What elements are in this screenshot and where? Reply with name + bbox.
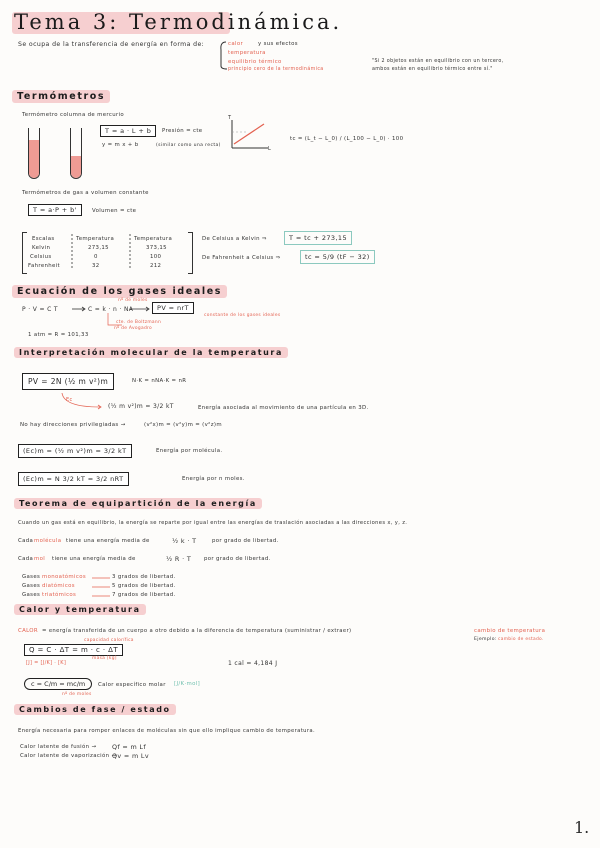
equipartition-line3-b: tiene una energía media de [52,556,136,562]
ec-moles-eq: (Ec)m = N 3/2 kT = 3/2 nRT [18,472,129,486]
ideal-gas-eq-box: PV = nrT [152,302,194,314]
ec-label: Ec [66,397,73,403]
table-bracket-left [22,232,27,274]
thermometer-tube-right [70,128,82,179]
equipartition-line2-eq: ½ k · T [172,537,197,545]
heat-mass-unit: masa [kg] [92,656,117,661]
mercury-label: Termómetro columna de mercurio [22,112,125,118]
equipartition-line3-red: mol [34,556,46,562]
table-row-celsius-v2: 100 [150,254,162,260]
latent-vaporization-eq: Qv = m Lv [112,752,149,760]
latent-fusion-eq: Qf = m Lf [112,743,146,751]
intro-item-temperatura: temperatura [228,50,266,56]
table-bracket-right [188,232,193,274]
tc-formula: tc = (L_t − L_0) / (L_100 − L_0) · 100 [290,136,404,142]
heat-arrow2-label: Ejemplo: [474,637,497,642]
eq-thermo-linear-note: Presión = cte [162,128,203,134]
gas-row-tri-label: Gases [22,592,41,598]
ideal-gas-eq-left: P · V = C T [22,306,58,313]
nodir-label: No hay direcciones privilegiadas → [20,422,126,428]
molecular-eq-box: PV = 2N (½ m v²)m [22,373,114,390]
linear-graph [228,118,268,154]
table-row-fahrenheit-name: Fahrenheit [28,263,60,269]
conv-fahrenheit-celsius: tc = 5/9 (tF − 32) [300,250,375,264]
intro-item-equilibrio: equilibrio térmico [228,59,282,65]
ideal-gas-eq-mid: C = k · n · NA [88,306,134,313]
gas-row-tri-result: 7 grados de libertad. [112,592,176,598]
table-row-kelvin-name: Kelvin [32,245,51,251]
cal-conversion: 1 cal = 4,184 J [228,660,278,667]
gas-row-mono-type: monoatómicos [42,574,86,580]
conv-fahrenheit-celsius-label: De Fahrenheit a Celsius ⇒ [202,255,281,261]
intro-item-calor: calor [228,41,244,47]
ec-molecule-eq: (Ec)m = (½ m v²)m = 3/2 kT [18,444,132,458]
eq-line: y = m x + b [102,142,139,148]
equipartition-line3-a: Cada [18,556,34,562]
latent-fusion-label: Calor latente de fusión → [20,744,97,750]
ec-molecule-note: Energía por molécula. [156,448,223,454]
phase-def: Energía necesaria para romper enlaces de moléculas sin que ello implique cambio de temperatura. [18,728,316,734]
heading-ideal-gas: Ecuación de los gases ideales [12,285,227,298]
note-avogadro: nº de Avogadro [114,326,153,331]
intro-text: Se ocupa de la transferencia de energía en forma de: [18,41,205,48]
eq-gas-thermo-note: Volumen = cte [92,208,137,214]
note-boltzmann: cte. de Boltzmann [116,320,162,325]
thermometer-tube-left [28,128,40,179]
conv-celsius-kelvin-label: De Celsius a Kelvin ⇒ [202,236,267,242]
graph-axis-t: T [228,115,232,121]
table-row-kelvin-v2: 373,15 [146,245,167,251]
capacity-note: capacidad calorífica [84,638,134,643]
equipartition-line1: Cuando un gas está en equilibrio, la energía se reparte por igual entre las energías de traslación asociadas a las direcciones x, y, z. [18,520,408,526]
conv-celsius-kelvin: T = tc + 273,15 [284,231,352,245]
note-r-constant: constante de los gases ideales [204,313,281,318]
heading-heat: Calor y temperatura [14,604,146,615]
heat-arrow1: cambio de temperatura [474,628,546,634]
gas-row-tri-type: triatómicos [42,592,77,598]
table-row-fahrenheit-v2: 212 [150,263,162,269]
note-moles: nº de moles [118,298,148,303]
graph-axis-l: L [268,146,272,152]
latent-vaporization-label: Calor latente de vaporización → [20,753,117,759]
heat-units: [J] = [J/K] · [K] [26,660,67,666]
heading-molecular: Interpretación molecular de la temperatura [14,347,288,358]
heading-phase: Cambios de fase / estado [14,704,176,715]
eq-gas-thermo: T = a·P + b' [28,204,82,216]
specific-heat-eq: c = C/m = mc/m [24,678,92,690]
table-row-celsius-v1: 0 [94,254,98,260]
eq-thermo-linear: T = a · L + b [100,125,156,137]
table-header-temp1: Temperatura [76,236,115,242]
molecular-energy-note: Energía asociada al movimiento de una partícula en 3D. [198,405,369,411]
heading-thermometers: Termómetros [12,90,110,103]
equipartition-line2-b: tiene una energía media de [66,538,150,544]
equipartition-line2-a: Cada [18,538,34,544]
gas-thermo-label: Termómetros de gas a volumen constante [22,190,149,196]
eq-line-note: (similar como una recta) [156,143,221,148]
nodir-eq: (v²x)m = (v²y)m = (v²z)m [144,422,222,428]
molecular-eq-right: N·K = nNA·K = nR [132,378,187,384]
principle-note-2: ambos están en equilibrio térmico entre sí." [372,67,493,72]
equipartition-line3-eq: ½ R · T [166,555,192,563]
gas-row-di-type: diatómicos [42,583,75,589]
heat-def-red: CALOR [18,628,39,634]
equipartition-line2-red: molécula [34,538,62,544]
ec-moles-note: Energía por n moles. [182,476,245,482]
intro-effects: y sus efectos [258,41,298,47]
equipartition-line2-c: por grado de libertad. [212,538,279,544]
equipartition-line3-c: por grado de libertad. [204,556,271,562]
gas-rows-arrows [92,576,112,598]
heading-equipartition: Teorema de equipartición de la energía [14,498,262,509]
ec-arrow [60,393,110,413]
heat-arrow2: cambio de estado. [498,637,544,642]
page-title: Tema 3: Termodinámica. [14,10,343,34]
table-row-fahrenheit-v1: 32 [92,263,100,269]
heat-def: = energía transferida de un cuerpo a otro debido a la diferencia de temperatura (suministrar / extraer) [42,628,352,634]
principle-note-1: "Si 2 objetos están en equilibrio con un tercero, [372,59,504,64]
page-number: 1. [574,818,590,837]
molecular-energy-eq: (½ m v²)m = 3/2 kT [108,403,174,410]
table-row-celsius-name: Celsius [30,254,52,260]
latm-value: 1 atm = R = 101,33 [28,332,89,338]
table-header-temp2: Temperatura [134,236,173,242]
table-row-kelvin-v1: 273,15 [88,245,109,251]
table-header-scales: Escalas [32,236,55,242]
specific-heat-unit: [J/K·mol] [174,681,201,687]
heat-eq-box: Q = C · ΔT = m · c · ΔT [24,644,123,656]
moles-note: nº de moles [62,692,92,697]
gas-row-di-result: 5 grados de libertad. [112,583,176,589]
gas-row-mono-result: 3 grados de libertad. [112,574,176,580]
gas-row-di-label: Gases [22,583,41,589]
specific-heat-note: Calor específico molar [98,682,166,688]
intro-item-principio: principio cero de la termodinámica [228,67,324,72]
gas-row-mono-label: Gases [22,574,41,580]
